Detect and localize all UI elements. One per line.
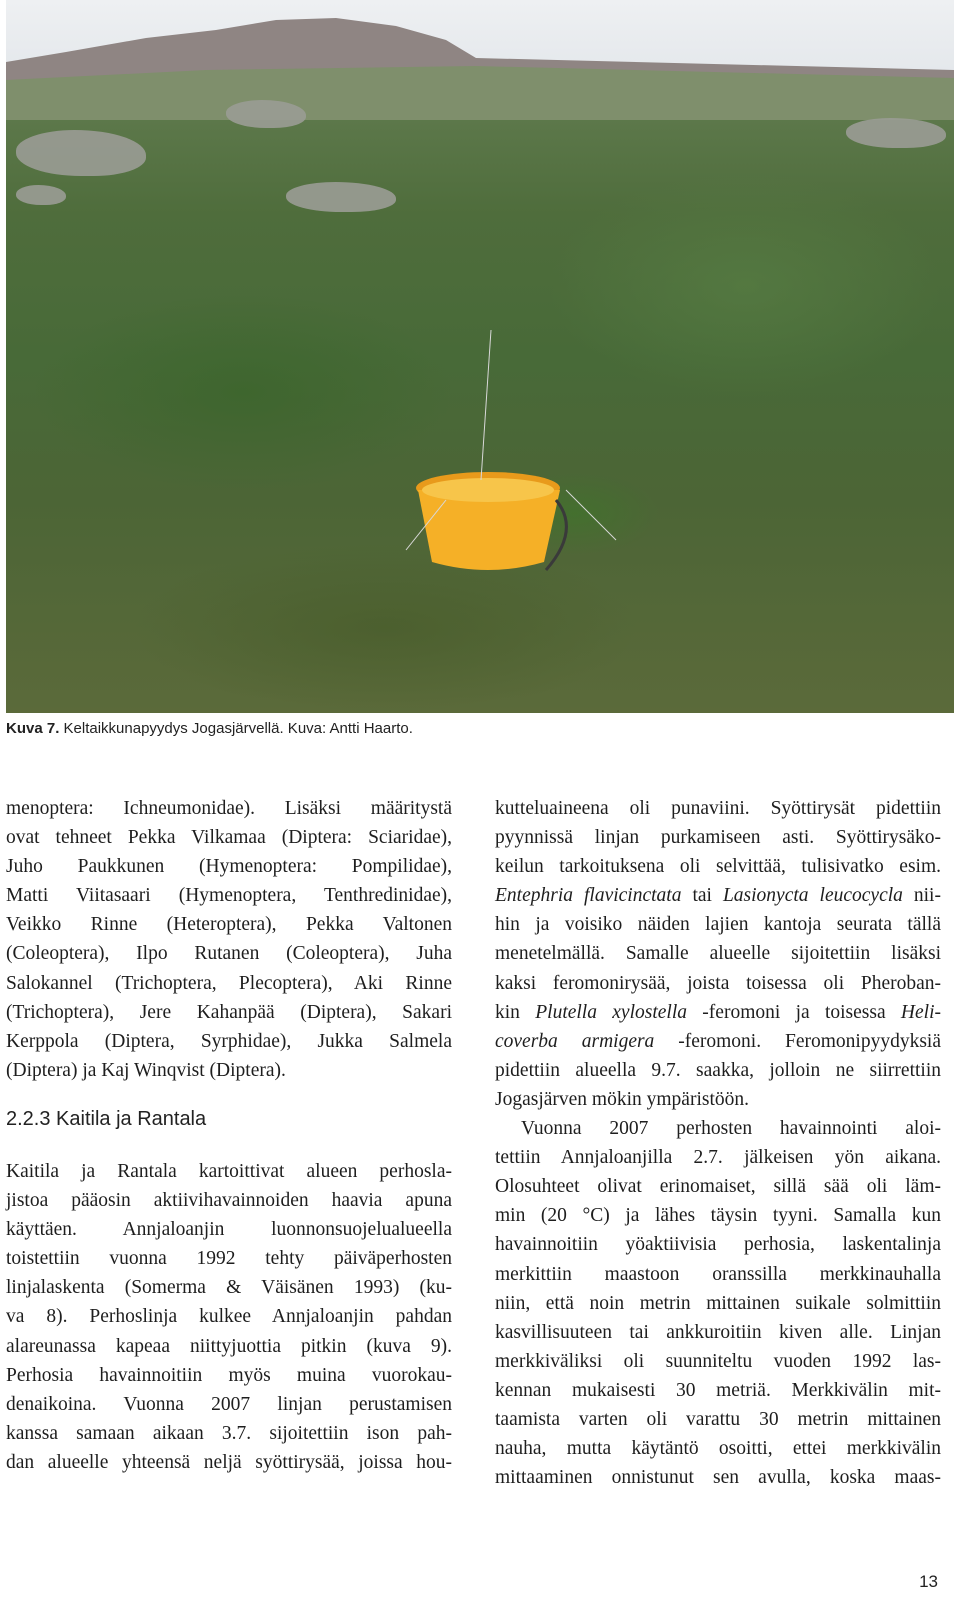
text-line: kutteluaineena oli punaviini. Syöttirysät pidettiin [495, 798, 941, 819]
text-line: nauha, mutta käytäntö osoitti, ettei merkkivälin [495, 1438, 941, 1460]
figure-photo [6, 0, 954, 713]
text-line: Juho Paukkunen (Hymenoptera: Pompilidae), [6, 856, 452, 878]
text-line: mittaaminen onnistunut sen avulla, koska maas- [495, 1467, 941, 1489]
text-line: menetelmällä. Samalle alueelle sijoitettiin lisäksi [495, 943, 941, 965]
text-line: pyynnissä linjan purkamiseen asti. Syöttirysäko- [495, 827, 941, 849]
paragraph-kaitila-rantala [6, 1157, 452, 1477]
text-line: merkittiin maastoon oranssilla merkkinauhalla [495, 1263, 941, 1285]
text-line: niin, että noin metrin mittainen suikale solmittiin [495, 1292, 941, 1314]
text-line: Kerppola (Diptera, Syrphidae), Jukka Salmela [6, 1030, 452, 1052]
text-line: hin ja voisiko näiden lajien kantoja seurata tällä [495, 914, 941, 936]
text-line: (Diptera) ja Kaj Winqvist (Diptera). [6, 1059, 286, 1081]
text-line: tettiin Annjaloanjilla 2.7. jälkeisen yön aikana. [495, 1147, 941, 1169]
text-line: Salokannel (Trichoptera, Plecoptera), Aki Rinne [6, 972, 452, 994]
paragraph-bait-traps [495, 794, 941, 1114]
figure-caption [6, 719, 954, 739]
text-fragment: nii- [902, 885, 941, 907]
mountain-silhouette [6, 0, 954, 120]
caption-label: Kuva 7. [6, 720, 60, 737]
species-name: Plutella xylostella [535, 1001, 687, 1023]
text-line: jistoa pääosin aktiivihavainnoiden haavia apuna [6, 1190, 452, 1212]
paragraph-line-survey [495, 1114, 941, 1492]
rock [846, 118, 946, 148]
rock [226, 100, 306, 128]
text-fragment: -feromoni. Feromonipyydyksiä [654, 1030, 941, 1052]
caption-text: Keltaikkunapyydys Jogasjärvellä. Kuva: Antti Haarto. [59, 720, 413, 737]
text-line: Jogasjärven mökin ympäristöön. [495, 1088, 750, 1110]
text-line: kaksi feromonirysää, joista toisessa oli Pheroban- [495, 972, 941, 994]
text-line: va 8). Perhoslinja kulkee Annjaloanjin pahdan [6, 1306, 452, 1328]
text-line: min (20 °C) ja lähes täysin tyyni. Samalla kun [495, 1205, 941, 1227]
text-fragment: kin [495, 1001, 536, 1023]
text-line: Vuonna 2007 perhosten havainnointi aloi- [521, 1118, 941, 1140]
species-name: coverba armigera [495, 1030, 655, 1052]
text-line: (Trichoptera), Jere Kahanpää (Diptera), Sakari [6, 1001, 452, 1023]
species-name: Lasionycta leucocycla [722, 885, 903, 907]
rock [286, 182, 396, 212]
rock [16, 185, 66, 205]
text-line: Matti Viitasaari (Hymenoptera, Tenthredinidae), [6, 885, 452, 907]
text-line: linjalaskenta (Somerma & Väisänen 1993) (ku- [6, 1277, 452, 1299]
text-line: toistettiin vuonna 1992 tehty päiväperhosten [6, 1248, 452, 1270]
left-column [6, 794, 452, 1477]
page-number: 13 [919, 1572, 938, 1591]
text-line: kennan mukaisesti 30 metriä. Merkkivälin mit- [495, 1379, 941, 1401]
section-heading: 2.2.3 Kaitila ja Rantala [6, 1107, 207, 1130]
right-column [495, 794, 941, 1492]
text-line: pidettiin alueella 9.7. saakka, jolloin ne siirrettiin [495, 1059, 941, 1081]
text-line: havainnoitiin yöaktiivisia perhosia, laskentalinja [495, 1234, 941, 1256]
text-line: menoptera: Ichneumonidae). Lisäksi määritystä [6, 798, 452, 819]
text-line: dan alueelle yhteensä neljä syöttirysää, joissa hou- [6, 1451, 452, 1473]
text-line: kasvillisuuteen tai ankkuroitiin kiven alle. Linjan [495, 1321, 941, 1343]
text-line: alareunassa kapeaa niittyjuottia pitkin (kuva 9). [6, 1335, 452, 1357]
text-line: Kaitila ja Rantala kartoittivat alueen perhosla- [6, 1160, 452, 1182]
text-line: denaikoina. Vuonna 2007 linjan perustamisen [6, 1393, 452, 1415]
text-line: Olosuhteet olivat erinomaiset, sillä sää oli läm- [495, 1176, 941, 1198]
trap-wires [366, 320, 626, 580]
text-line [495, 881, 941, 910]
text-line [495, 1027, 941, 1056]
text-line: Perhosia havainnoitiin myös muina vuorokau- [6, 1364, 452, 1386]
text-line: Veikko Rinne (Heteroptera), Pekka Valtonen [6, 914, 452, 936]
text-line: käyttäen. Annjaloanjin luonnonsuojelualueella [6, 1219, 452, 1241]
text-line: taamista varten oli varattu 30 metrin mittainen [495, 1408, 941, 1430]
text-fragment: -feromoni ja toisessa [687, 1001, 901, 1023]
text-line: kanssa samaan aikaan 3.7. sijoitettiin ison pah- [6, 1422, 452, 1444]
rock [16, 130, 146, 176]
species-name: Entephria flavicinctata [495, 885, 682, 907]
text-line: (Coleoptera), Ilpo Rutanen (Coleoptera), Juha [6, 943, 452, 965]
text-fragment: tai [681, 885, 723, 907]
species-name: Heli- [900, 1001, 941, 1023]
text-line: merkkiväliksi oli suunniteltu vuoden 1992 las- [495, 1350, 941, 1372]
paragraph-identifiers [6, 794, 452, 1085]
text-line [495, 998, 941, 1027]
text-line: ovat tehneet Pekka Vilkamaa (Diptera: Sciaridae), [6, 827, 452, 849]
text-line: keilun tarkoituksena oli selvittää, tulisivatko esim. [495, 856, 941, 878]
